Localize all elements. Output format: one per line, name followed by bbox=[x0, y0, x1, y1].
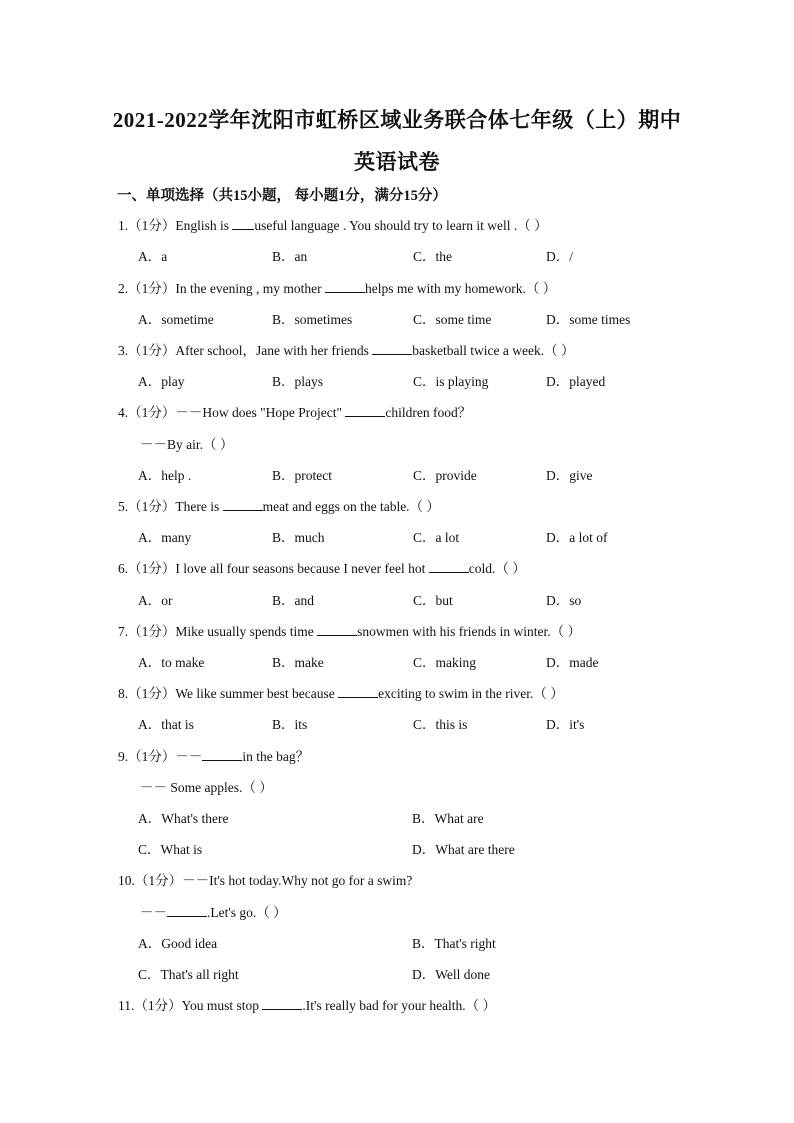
answer-blank bbox=[325, 280, 365, 293]
question-10-stem: 10.（1分）－－It's hot today.Why not go for a swim? bbox=[118, 873, 413, 888]
answer-blank bbox=[338, 685, 378, 698]
option-a[interactable]: A．or bbox=[138, 593, 173, 608]
option-a[interactable]: A．Good idea bbox=[138, 936, 218, 951]
option-b[interactable]: B．its bbox=[272, 717, 308, 732]
option-c[interactable]: C．provide bbox=[413, 468, 477, 483]
option-b[interactable]: B．plays bbox=[272, 374, 324, 389]
answer-blank bbox=[202, 748, 242, 761]
option-d[interactable]: D．played bbox=[546, 374, 606, 389]
option-b[interactable]: B．sometimes bbox=[272, 312, 353, 327]
option-b[interactable]: B．an bbox=[272, 249, 308, 264]
option-d[interactable]: D．Well done bbox=[412, 967, 491, 982]
question-11-stem: 11.（1分）You must stop .It's really bad for your health.（ ） bbox=[118, 998, 497, 1013]
option-a[interactable]: A．What's there bbox=[138, 811, 229, 826]
question-4-stem: 4.（1分）－－How does "Hope Project" children food？ bbox=[118, 405, 472, 420]
option-a[interactable]: A．many bbox=[138, 530, 192, 545]
option-b[interactable]: B．and bbox=[272, 593, 314, 608]
question-5-stem: 5.（1分）There is meat and eggs on the table.（ ） bbox=[118, 499, 440, 514]
option-c[interactable]: C．the bbox=[413, 249, 452, 264]
option-d[interactable]: D．so bbox=[546, 593, 582, 608]
answer-blank bbox=[167, 904, 207, 917]
option-c[interactable]: C．That's all right bbox=[138, 967, 239, 982]
option-b[interactable]: B．That's right bbox=[412, 936, 496, 951]
answer-blank bbox=[262, 997, 302, 1010]
option-b[interactable]: B．much bbox=[272, 530, 325, 545]
question-3-stem: 3.（1分）After school，Jane with her friends basketball twice a week.（ ） bbox=[118, 343, 575, 358]
option-c[interactable]: C．making bbox=[413, 655, 476, 670]
option-d[interactable]: D．made bbox=[546, 655, 599, 670]
option-d[interactable]: D．a lot of bbox=[546, 530, 608, 545]
exam-title-line1: 2021-2022学年沈阳市虹桥区域业务联合体七年级（上）期中 bbox=[112, 108, 682, 132]
section-heading: 一、单项选择（共15小题， 每小题1分，满分15分） bbox=[117, 188, 447, 204]
option-a[interactable]: A．play bbox=[138, 374, 185, 389]
answer-blank bbox=[372, 342, 412, 355]
answer-blank bbox=[345, 404, 385, 417]
option-b[interactable]: B．What are bbox=[412, 811, 484, 826]
option-d[interactable]: D．give bbox=[546, 468, 593, 483]
option-c[interactable]: C．some time bbox=[413, 312, 492, 327]
answer-blank bbox=[223, 498, 263, 511]
option-a[interactable]: A．to make bbox=[138, 655, 205, 670]
exam-title-line2: 英语试卷 bbox=[354, 150, 440, 174]
option-c[interactable]: C．a lot bbox=[413, 530, 460, 545]
option-c[interactable]: C．is playing bbox=[413, 374, 489, 389]
option-d[interactable]: D．/ bbox=[546, 249, 573, 264]
question-8-stem: 8.（1分）We like summer best because exciting to swim in the river.（ ） bbox=[118, 686, 564, 701]
option-b[interactable]: B．make bbox=[272, 655, 324, 670]
question-10-response: －－ .Let's go.（ ） bbox=[140, 905, 287, 920]
question-4-response: －－By air.（ ） bbox=[140, 437, 234, 452]
question-1-stem: 1.（1分）English is useful language . You should try to learn it well .（ ） bbox=[118, 218, 548, 233]
option-d[interactable]: D．What are there bbox=[412, 842, 515, 857]
option-d[interactable]: D．some times bbox=[546, 312, 631, 327]
option-c[interactable]: C．this is bbox=[413, 717, 468, 732]
question-9-response: －－ Some apples.（ ） bbox=[140, 780, 273, 795]
option-a[interactable]: A．that is bbox=[138, 717, 194, 732]
question-6-stem: 6.（1分）I love all four seasons because I never feel hot cold.（ ） bbox=[118, 561, 526, 576]
option-c[interactable]: C．What is bbox=[138, 842, 203, 857]
answer-blank bbox=[232, 217, 254, 230]
question-9-stem: 9.（1分）－－ in the bag？ bbox=[118, 749, 310, 764]
option-a[interactable]: A．help . bbox=[138, 468, 192, 483]
option-a[interactable]: A．sometime bbox=[138, 312, 214, 327]
option-b[interactable]: B．protect bbox=[272, 468, 332, 483]
question-2-stem: 2.（1分）In the evening , my mother helps me with my homework.（ ） bbox=[118, 281, 557, 296]
answer-blank bbox=[429, 560, 469, 573]
question-7-stem: 7.（1分）Mike usually spends time snowmen with his friends in winter.（ ） bbox=[118, 624, 581, 639]
option-d[interactable]: D．it's bbox=[546, 717, 585, 732]
option-c[interactable]: C．but bbox=[413, 593, 453, 608]
answer-blank bbox=[317, 623, 357, 636]
option-a[interactable]: A．a bbox=[138, 249, 168, 264]
